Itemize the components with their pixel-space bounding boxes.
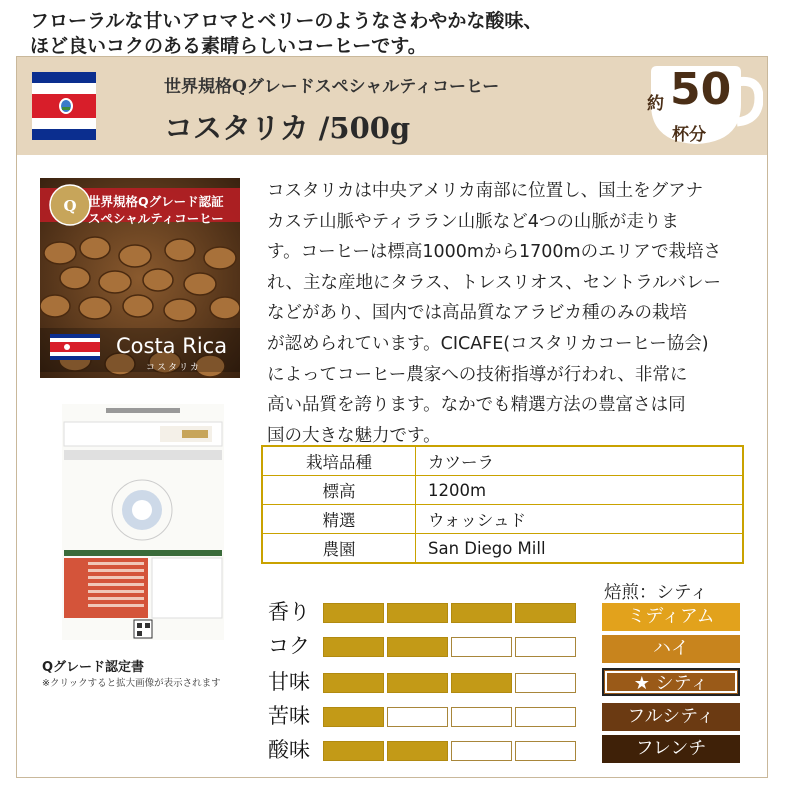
taste-level-cell: [387, 603, 448, 623]
roast-level: ハイ: [602, 635, 740, 663]
cups-number: 50: [670, 64, 732, 115]
beans-badge-line-2: スペシャルティコーヒー: [88, 211, 224, 226]
roast-level: フルシティ: [602, 703, 740, 731]
taste-level-cell: [323, 603, 384, 623]
series-title: 世界規格Qグレードスペシャルティコーヒー: [164, 77, 500, 97]
spec-table: [261, 445, 744, 564]
certificate-note: ※クリックすると拡大画像が表示されます: [42, 678, 221, 689]
beans-badge-text: [88, 193, 224, 227]
roast-title: 焙煎：シティ: [604, 583, 708, 603]
taste-level-cell: [515, 637, 576, 657]
spec-value: San Diego Mill: [416, 534, 744, 564]
taste-label: コク: [268, 634, 310, 658]
spec-key: 精選: [262, 505, 416, 534]
taste-level-cell: [323, 741, 384, 761]
taste-level-cell: [515, 741, 576, 761]
origin-description: コスタリカは中央アメリカ南部に位置し、国土をグアナ カステ山脈やティララン山脈など4つの山脈が走りま す。コーヒーは標高1000mから1700mのエリアで栽培さ れ、主な産地にタラス、トレスリオス、セントラルバレー などがあり、国内では高品質なアラビカ種のみの栽培 が認められています。CICAFE(コスタリカコーヒー協会) によってコーヒー農家への技術指導が行われ、非常に 高い品質を誇ります。なかでも精選方法の豊富さは同 国の大きな魅力です。: [267, 181, 722, 446]
taste-level-cell: [515, 707, 576, 727]
spec-value: ウォッシュド: [416, 505, 744, 534]
roast-level: ミディアム: [602, 603, 740, 631]
spec-value: カツーラ: [416, 446, 744, 476]
taste-level-cell: [451, 741, 512, 761]
roast-level-selected: ★ シティ: [602, 668, 740, 696]
spec-key: 標高: [262, 476, 416, 505]
taste-label: 香り: [268, 600, 310, 624]
certificate-caption: Qグレード認定書: [42, 660, 145, 675]
taste-level-cell: [387, 637, 448, 657]
spec-row: [262, 505, 743, 534]
taste-level-cell: [323, 673, 384, 693]
taste-level-cell: [451, 673, 512, 693]
taste-level-cell: [323, 637, 384, 657]
taste-level-cell: [387, 673, 448, 693]
spec-row: [262, 446, 743, 476]
product-title: コスタリカ /500g: [164, 111, 411, 145]
taste-level-cell: [323, 707, 384, 727]
beans-country-label: Costa Rica: [116, 334, 228, 358]
intro-line-1: フローラルな甘いアロマとベリーのようなさわやかな酸味、: [30, 10, 543, 32]
beans-country-kana: コスタリカ: [146, 363, 201, 373]
costa-rica-flag-icon: [32, 72, 96, 140]
taste-level-cell: [387, 741, 448, 761]
taste-level-cell: [451, 603, 512, 623]
q-grade-certificate-thumbnail[interactable]: [62, 404, 224, 640]
spec-key: 栽培品種: [262, 446, 416, 476]
taste-label: 甘味: [268, 670, 310, 694]
taste-level-cell: [515, 603, 576, 623]
svg-text:Q: Q: [63, 197, 77, 215]
taste-level-cell: [451, 707, 512, 727]
taste-label: 酸味: [268, 738, 310, 762]
taste-level-cell: [515, 673, 576, 693]
cups-suffix: 杯分: [672, 125, 706, 145]
roast-level: フレンチ: [602, 735, 740, 763]
beans-badge-line-1: 世界規格Qグレード認証: [88, 194, 224, 209]
taste-level-cell: [387, 707, 448, 727]
taste-label: 苦味: [268, 704, 310, 728]
spec-row: [262, 476, 743, 505]
taste-level-cell: [451, 637, 512, 657]
intro-line-2: ほど良いコクのある素晴らしいコーヒーです。: [30, 35, 427, 57]
cups-prefix: 約: [647, 94, 664, 114]
spec-row: [262, 534, 743, 564]
spec-value: 1200m: [416, 476, 744, 505]
spec-key: 農園: [262, 534, 416, 564]
